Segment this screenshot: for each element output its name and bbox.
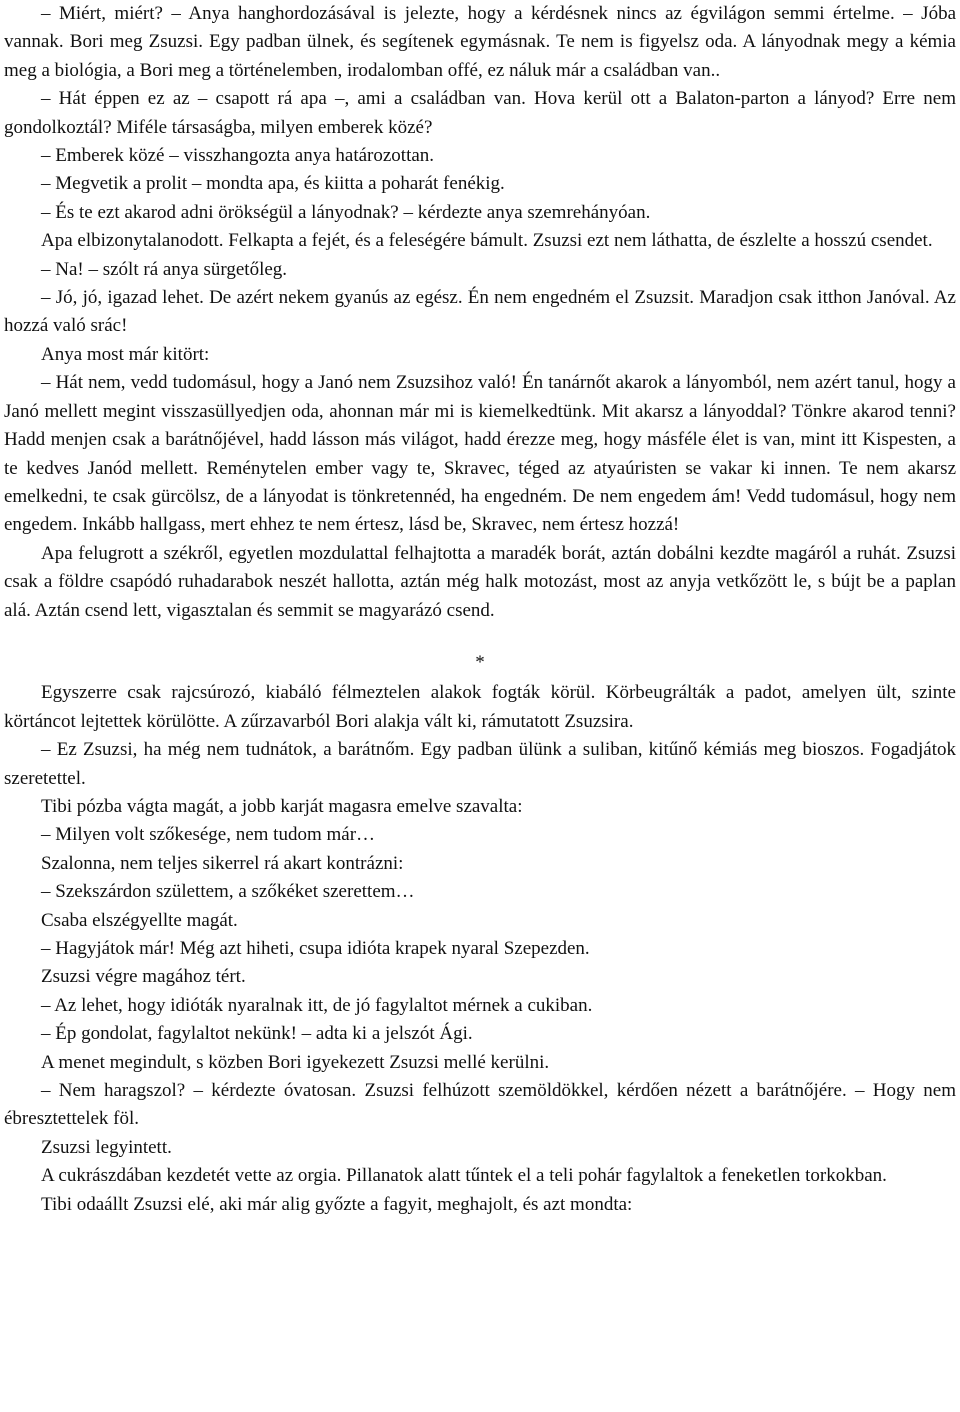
paragraph: – Hát nem, vedd tudomásul, hogy a Janó nem Zsuzsihoz való! Én tanárnőt akarok a lányomból, nem azért tanul, hogy a Janó mellett megint visszasüllyedjen oda, ahonnan már mi is kiemelkedtünk. Mit akarsz a lányoddal? Tönkre akarod tenni? Hadd menjen csak a barátnőjével, hadd lásson más világot, hadd érezze meg, hogy másféle élet is van, mint itt Kispesten, a te kedves Janód mellett. Reménytelen ember vagy te, Skravec, téged az atyaúristen se vakar ki innen. Te nem akarsz emelkedni, te csak gürcölsz, de a lányodat is tönkretennéd, ha engedném. De nem engedem ám! Vedd tudomásul, hogy nem engedem. Inkább hallgass, mert ehhez te nem értesz, lásd be, Skravec, nem értesz hozzá! — [4, 372, 956, 536]
paragraph: A menet megindult, s közben Bori igyekezett Zsuzsi mellé kerülni. — [41, 1051, 550, 1073]
paragraph: Tibi odaállt Zsuzsi elé, aki már alig győzte a fagyit, meghajolt, és azt mondta: — [41, 1193, 633, 1215]
paragraph: Zsuzsi végre magához tért. — [41, 966, 246, 988]
paragraph: – Na! – szólt rá anya sürgetőleg. — [41, 258, 288, 280]
paragraph: – És te ezt akarod adni örökségül a lányodnak? – kérdezte anya szemrehányóan. — [41, 201, 651, 223]
paragraph: – Ez Zsuzsi, ha még nem tudnátok, a barátnőm. Egy padban ülünk a suliban, kitűnő kémiás meg bioszos. Fogadjátok szeretettel. — [4, 739, 956, 789]
paragraph: – Jó, jó, igazad lehet. De azért nekem gyanús az egész. Én nem engedném el Zsuzsit. Maradjon csak itthon Janóval. Az hozzá való srác! — [4, 287, 956, 337]
paragraph: – Emberek közé – visszhangozta anya határozottan. — [41, 145, 435, 167]
paragraph: Szalonna, nem teljes sikerrel rá akart kontrázni: — [41, 852, 404, 874]
paragraph: – Hagyjátok már! Még azt hiheti, csupa idióta krapek nyaral Szepezden. — [41, 938, 590, 959]
paragraph: A cukrászdában kezdetét vette az orgia. Pillanatok alatt tűntek el a teli pohár fagylaltok a feneketlen torkokban. — [41, 1165, 887, 1187]
paragraph: – Nem haragszol? – kérdezte óvatosan. Zsuzsi felhúzott szemöldökkel, kérdően nézett a barátnőjére. – Hogy nem ébresztettelek föl. — [4, 1080, 956, 1130]
paragraph: – Az lehet, hogy idióták nyaralnak itt, de jó fagylaltot mérnek a cukiban. — [41, 994, 593, 1016]
text-section-1 — [4, 0, 956, 625]
paragraph: – Szekszárdon születtem, a szőkéket szerettem… — [41, 881, 415, 903]
paragraph: – Milyen volt szőkesége, nem tudom már… — [41, 824, 376, 846]
section-separator: * — [475, 651, 485, 673]
paragraph: Anya most már kitört: — [41, 343, 210, 365]
paragraph: – Ép gondolat, fagylaltot nekünk! – adta ki a jelszót Ági. — [41, 1023, 473, 1045]
text-section-2 — [4, 679, 956, 1219]
paragraph: Zsuzsi legyintett. — [41, 1136, 172, 1158]
paragraph: Tibi pózba vágta magát, a jobb karját magasra emelve szavalta: — [41, 795, 523, 817]
paragraph: Apa elbizonytalanodott. Felkapta a fejét, és a feleségére bámult. Zsuzsi ezt nem láthatta, de észlelte a hosszú csendet. — [41, 230, 933, 252]
paragraph: – Miért, miért? – Anya hanghordozásával is jelezte, hogy a kérdésnek nincs az égvilágon semmi értelme. – Jóba vannak. Bori meg Zsuzsi. Egy padban ülnek, és segítenek egymásnak. Te nem is figyelsz oda. A lányodnak megy a kémia meg a biológia, a Bori meg a történelemben, irodalomban offé, ez náluk már a családban van.. — [4, 3, 956, 81]
paragraph: Apa felugrott a székről, egyetlen mozdulattal felhajtotta a maradék borát, aztán dobálni kezdte magáról a ruhát. Zsuzsi csak a földre csapódó ruhadarabok neszét hallotta, aztán még halk motozást, most az anyja vetkőzött le, s bújt be a paplan alá. Aztán csend lett, vigasztalan és semmit se magyarázó csend. — [4, 542, 956, 621]
paragraph: – Megvetik a prolit – mondta apa, és kiitta a poharát fenékig. — [41, 173, 505, 195]
paragraph: Egyszerre csak rajcsúrozó, kiabáló félmeztelen alakok fogták körül. Körbeugrálták a padot, amelyen ült, szinte körtáncot lejtettek körülötte. A zűrzavarból Bori alakja vált ki, rámutatott Zsuzsira. — [4, 682, 956, 732]
paragraph: – Hát éppen ez az – csapott rá apa –, ami a családban van. Hova kerül ott a Balaton-parton a lányod? Erre nem gondolkoztál? Miféle társaságba, milyen emberek közé? — [4, 88, 956, 138]
document-page — [4, 0, 956, 1219]
paragraph: Csaba elszégyellte magát. — [41, 909, 238, 931]
